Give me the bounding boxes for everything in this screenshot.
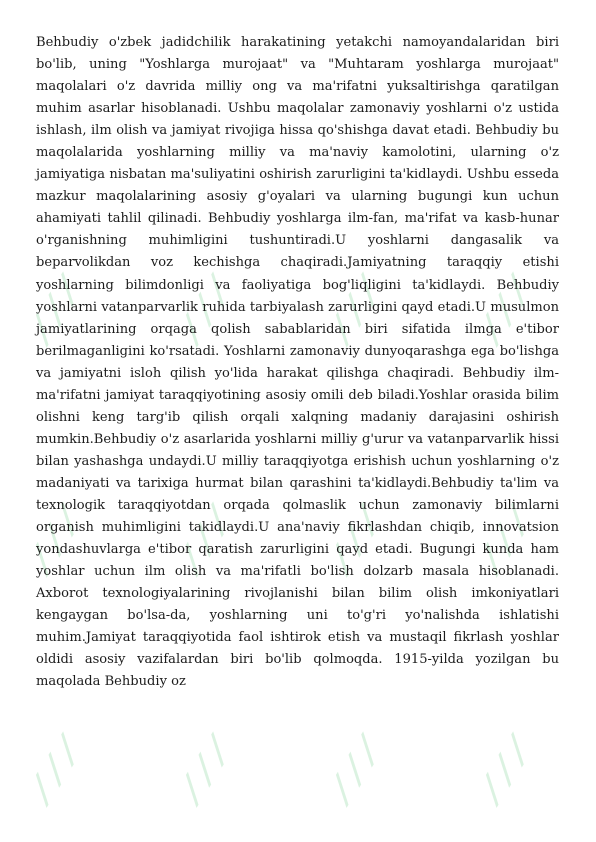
watermark-mark: ⟋⟋⟋ — [20, 269, 92, 352]
watermark-mark: ⟋⟋⟋ — [20, 729, 92, 812]
watermark-mark: ⟋⟋⟋ — [320, 269, 392, 352]
body-paragraph: Behbudiy o'zbek jadidchilik harakatining yetakchi namoyandalaridan biri bo'lib, uning "Yoshlarga murojaat" va "Muhtaram yoshlarga murojaat" maqolalari o'z davrida milliy ong va ma'rifatni yuksaltirishga qaratilgan muhim asarlar hisoblanadi. Ushbu maqolalar zamonaviy yoshlarni o'z ustida ishlash, ilm olish va jamiyat rivojiga hissa qo'shishga davat etadi. Behbudiy bu maqolalarida yoshlarning milliy va ma'naviy kamolotini, ularning o'z jamiyatiga nisbatan ma'suliyatini oshirish zarurligini ta'kidlaydi. Ushbu esseda mazkur maqolalarining asosiy g'oyalari va ularning bugungi kun uchun ahamiyati tahlil qilinadi. Behbudiy yoshlarga ilm-fan, ma'rifat va kasb-hunar o'rganishning muhimligini tushuntiradi.U yoshlarni dangasalik va beparvolikdan voz kechishga chaqiradi.Jamiyatning taraqqiy etishi yoshlarning bilimdonligi va faoliyatiga bog'liqligini ta'kidlaydi. Behbudiy yoshlarni vatanparvarlik ruhida tarbiyalash zarurligini qayd etadi.U musulmon jamiyatlarining orqaga qolish sabablaridan biri sifatida ilmga e'tibor berilmaganligini ko'rsatadi. Yoshlarni zamonaviy dunyoqarashga ega bo'lishga va jamiyatni isloh qilish yo'lida harakat qilishga chaqiradi. Behbudiy ilm-ma'rifatni jamiyat taraqqiyotining asosiy omili deb biladi.Yoshlar orasida bilim olishni keng targ'ib qilish orqali xalqning madaniy darajasini oshirish mumkin.Behbudiy o'z asarlarida yoshlarni milliy g'urur va vatanparvarlik hissi bilan yashashga undaydi.U milliy taraqqiyotga erishish uchun yoshlarning o'z madaniyati va tarixiga hurmat bilan qarashini ta'kidlaydi.Behbudiy ta'lim va texnologik taraqqiyotdan orqada qolmaslik uchun zamonaviy bilimlarni organish muhimligini takidlaydi.U ana'naviy fikrlashdan chiqib, innovatsion yondashuvlarga e'tibor qaratish zarurligini qayd etadi. Bugungi kunda ham yoshlar uchun ilm olish va ma'rifatli bo'lish dolzarb masala hisoblanadi. Axborot texnologiyalarining rivojlanishi bilan bilim olish imkoniyatlari kengaygan bo'lsa-da, yoshlarning uni to'g'ri yo'nalishda ishlatishi muhim.Jamiyat taraqqiyotida faol ishtirok etish va mustaqil fikrlash yoshlar oldidi asosiy vazifalardan biri bo'lib qolmoqda. 1915-yilda yozilgan bu maqolada Behbudiy oz — [36, 35, 559, 690]
watermark-mark: ⟋⟋⟋ — [170, 269, 242, 352]
watermark-mark: ⟋⟋⟋ — [170, 499, 242, 582]
watermark-mark: ⟋⟋⟋ — [320, 499, 392, 582]
watermark-mark: ⟋⟋⟋ — [320, 729, 392, 812]
watermark-mark: ⟋⟋⟋ — [470, 729, 542, 812]
watermark-mark: ⟋⟋⟋ — [470, 499, 542, 582]
document-page — [36, 32, 559, 693]
watermark-mark: ⟋⟋⟋ — [20, 499, 92, 582]
watermark-mark: ⟋⟋⟋ — [470, 269, 542, 352]
watermark-mark: ⟋⟋⟋ — [170, 729, 242, 812]
